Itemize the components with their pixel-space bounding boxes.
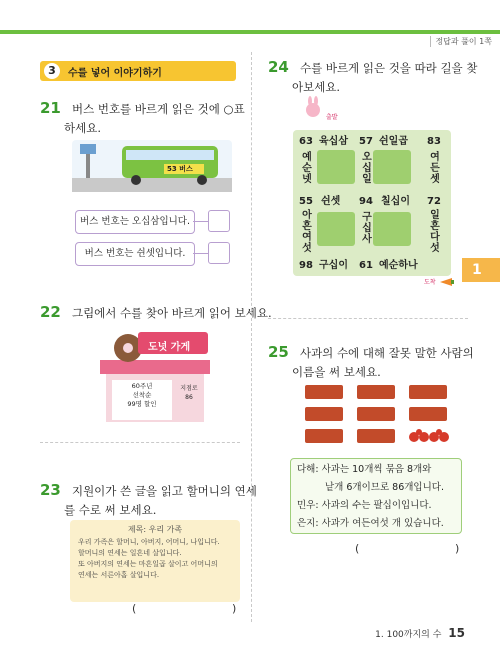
section-number: 3 [44, 63, 60, 79]
q25-text-1: 사과의 수에 대해 잘못 말한 사람의 [299, 346, 474, 360]
poster-2-line-1: 지점로 [180, 385, 198, 392]
q22-divider [40, 442, 240, 443]
bus-illustration [72, 140, 232, 192]
apple-tray [305, 385, 343, 399]
maze-tile [317, 150, 355, 184]
page-number: 15 [448, 626, 465, 640]
maze-아흔여섯[interactable]: 아흔여섯 [302, 210, 312, 254]
q23-number: 23 [40, 481, 61, 499]
maze-일흔다섯[interactable]: 일흔다섯 [430, 210, 440, 254]
top-bar [0, 30, 500, 34]
poster-2-line-2: 86 [185, 394, 193, 401]
chapter-tab: 1 [462, 258, 500, 282]
q25-statements [290, 458, 462, 534]
diary-line-4: 연세는 서른아홉 살입니다. [78, 571, 160, 579]
q22 [40, 302, 272, 323]
q21-text-2: 하세요. [64, 121, 101, 135]
maze-여든셋[interactable]: 여든셋 [430, 152, 440, 185]
maze-쉰일곱[interactable]: 쉰일곱 [379, 136, 408, 147]
maze-육십삼[interactable]: 육십삼 [319, 136, 348, 147]
q24-number: 24 [268, 58, 289, 76]
diary-note [70, 520, 240, 602]
q25-answer-close: ) [455, 542, 460, 555]
rabbit-icon [304, 96, 322, 118]
option-1-checkbox[interactable] [208, 210, 230, 232]
option-2-checkbox[interactable] [208, 242, 230, 264]
q25-number: 25 [268, 343, 289, 361]
footer [375, 626, 465, 640]
maze-칠십이[interactable]: 칠십이 [381, 196, 410, 207]
apple-tray [409, 385, 447, 399]
maze-tile [373, 212, 411, 246]
maze-오십일[interactable]: 오십일 [362, 152, 372, 185]
maze-tile [373, 150, 411, 184]
answer-tag: 정답과 풀이 1쪽 [430, 36, 492, 47]
path-maze [293, 130, 451, 276]
apple-tray [357, 407, 395, 421]
q21-text-1: 버스 번호를 바르게 읽은 것에 ○표 [71, 102, 245, 116]
q23-text-1: 지원이가 쓴 글을 읽고 할머니의 연세 [71, 484, 257, 498]
poster-2 [178, 384, 200, 402]
apple-tray [305, 407, 343, 421]
option-1: 버스 번호는 오십삼입니다. [75, 210, 195, 234]
carrot-icon [440, 272, 454, 282]
column-divider [251, 52, 252, 622]
apple-trays [305, 385, 455, 449]
maze-72[interactable]: 72 [427, 196, 441, 207]
diary-title: 제목: 우리 가족 [127, 525, 183, 534]
maze-예순넷[interactable]: 예순넷 [302, 152, 312, 185]
option-1-connector [193, 221, 208, 222]
maze-61[interactable]: 61 [359, 260, 373, 271]
q25-answer-open[interactable]: ( [355, 542, 360, 555]
q24-text-2: 아보세요. [292, 80, 341, 94]
maze-구십이[interactable]: 구십이 [319, 260, 348, 271]
bus-image [72, 140, 232, 192]
apple-tray [357, 385, 395, 399]
maze-55[interactable]: 55 [299, 196, 313, 207]
q23-answer-close: ) [232, 602, 237, 615]
q24-divider [268, 318, 468, 319]
maze-83[interactable]: 83 [427, 136, 441, 147]
q21-number: 21 [40, 99, 61, 117]
q24 [268, 57, 477, 78]
apple-tray [409, 407, 447, 421]
bus-number-label: 53 버스 [167, 165, 193, 173]
loose-apples [409, 429, 449, 445]
option-2: 버스 번호는 쉰셋입니다. [75, 242, 195, 266]
diary-line-2: 할머니의 연세는 일흔네 살입니다. [78, 549, 182, 557]
maze-98[interactable]: 98 [299, 260, 313, 271]
maze-예순하나[interactable]: 예순하나 [379, 260, 418, 271]
maze-94[interactable]: 94 [359, 196, 373, 207]
apple-tray [305, 429, 343, 443]
q23-answer-open[interactable]: ( [132, 602, 137, 615]
diary-line-1: 우리 가족은 할머니, 아버지, 어머니, 나입니다. [78, 538, 220, 546]
q23 [40, 480, 257, 501]
footer-chapter: 1. 100까지의 수 [375, 630, 442, 640]
q22-text: 그림에서 수를 찾아 바르게 읽어 보세요. [71, 306, 272, 320]
maze-구십사[interactable]: 구십사 [362, 212, 372, 245]
poster-1-line-2: 선착순 [132, 391, 152, 399]
apple-tray [357, 429, 395, 443]
maze-57[interactable]: 57 [359, 136, 373, 147]
start-label: 출발 [326, 114, 338, 121]
option-2-connector [193, 253, 208, 254]
diary-line-3: 또 아버지의 연세는 마흔일곱 살이고 어머니의 [78, 560, 218, 568]
statement-eunji: 은지: 사과가 여든여섯 개 있습니다. [297, 518, 444, 529]
statement-minwoo: 민우: 사과의 수는 팔십이입니다. [297, 500, 432, 511]
section-header [40, 61, 236, 81]
end-label: 도착 [424, 279, 436, 286]
statement-dahae-cont: 낱개 6개이므로 86개입니다. [325, 482, 444, 493]
maze-tile [317, 212, 355, 246]
q21 [40, 98, 245, 119]
poster-1-line-1: 60주년 [131, 382, 153, 390]
shop-sign: 도넛 가게 [148, 342, 191, 353]
q25-text-2: 이름을 써 보세요. [292, 365, 381, 379]
poster-1 [116, 382, 168, 409]
maze-63[interactable]: 63 [299, 136, 313, 147]
q24-text-1: 수를 바르게 읽은 것을 따라 길을 찾 [299, 61, 478, 75]
poster-1-line-3: 99명 할인 [127, 400, 157, 408]
statement-dahae: 다해: 사과는 10개씩 묶음 8개와 [297, 464, 432, 475]
maze-쉰셋[interactable]: 쉰셋 [321, 196, 341, 207]
section-title: 수를 넣어 이야기하기 [68, 68, 162, 79]
q25 [268, 342, 474, 363]
q22-number: 22 [40, 303, 61, 321]
donut-shop-illustration [98, 330, 228, 425]
q23-text-2: 를 수로 써 보세요. [64, 503, 157, 517]
